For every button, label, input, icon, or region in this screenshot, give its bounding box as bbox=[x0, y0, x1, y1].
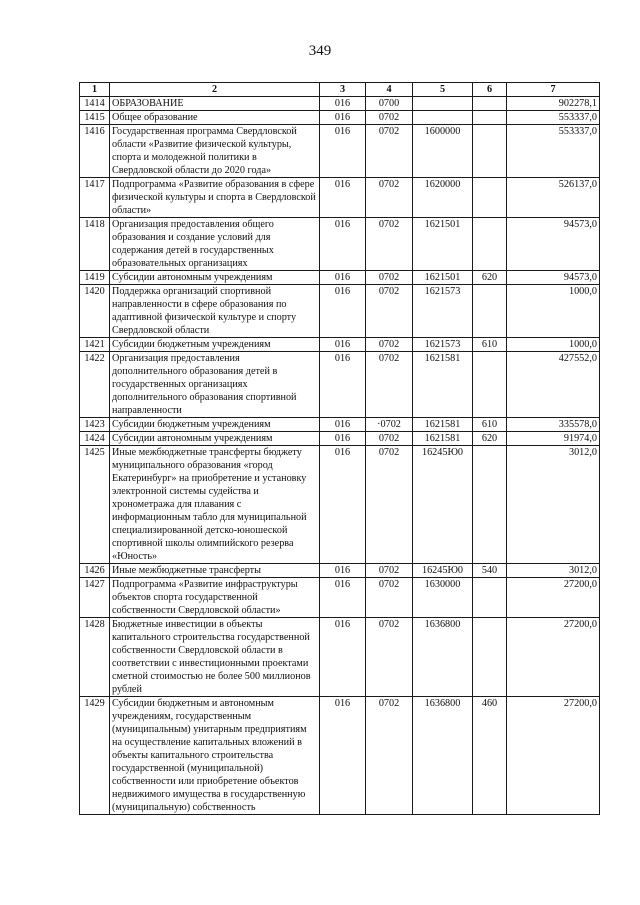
description-cell: ОБРАЗОВАНИЕ bbox=[110, 97, 320, 111]
section-code-cell: 0702 bbox=[366, 446, 413, 564]
ministry-code-cell: 016 bbox=[320, 432, 366, 446]
ministry-code-cell: 016 bbox=[320, 97, 366, 111]
description-cell: Организация предоставления общего образования и создание условий для содержания детей в государственных образовательных организациях bbox=[110, 218, 320, 271]
amount-cell: 1000,0 bbox=[507, 285, 600, 338]
target-code-cell bbox=[413, 111, 473, 125]
table-body bbox=[80, 97, 600, 815]
table-row bbox=[80, 338, 600, 352]
section-code-cell: 0702 bbox=[366, 564, 413, 578]
amount-cell: 94573,0 bbox=[507, 218, 600, 271]
amount-cell: 902278,1 bbox=[507, 97, 600, 111]
section-code-cell: 0702 bbox=[366, 271, 413, 285]
description-cell: Общее образование bbox=[110, 111, 320, 125]
target-code-cell bbox=[413, 97, 473, 111]
section-code-cell: 0702 bbox=[366, 432, 413, 446]
description-cell: Иные межбюджетные трансферты bbox=[110, 564, 320, 578]
page-number: 349 bbox=[308, 43, 332, 59]
row-number-cell: 1425 bbox=[80, 446, 110, 564]
section-code-cell: ·0702 bbox=[366, 418, 413, 432]
amount-cell: 553337,0 bbox=[507, 125, 600, 178]
amount-cell: 1000,0 bbox=[507, 338, 600, 352]
row-number-cell: 1418 bbox=[80, 218, 110, 271]
amount-cell: 3012,0 bbox=[507, 446, 600, 564]
column-header: 4 bbox=[366, 83, 413, 97]
expense-type-cell bbox=[473, 97, 507, 111]
ministry-code-cell: 016 bbox=[320, 564, 366, 578]
description-cell: Субсидии бюджетным учреждениям bbox=[110, 338, 320, 352]
amount-cell: 94573,0 bbox=[507, 271, 600, 285]
description-cell: Бюджетные инвестиции в объекты капитального строительства государственной собственности Свердловской области в соответствии с инвестиционными проектами сметной стоимостью не более 500 миллионов рублей bbox=[110, 618, 320, 697]
table-row bbox=[80, 178, 600, 218]
expense-type-cell: 610 bbox=[473, 418, 507, 432]
description-cell: Государственная программа Свердловской области «Развитие физической культуры, спорта и молодежной политики в Свердловской области до 2020 года» bbox=[110, 125, 320, 178]
target-code-cell: 1600000 bbox=[413, 125, 473, 178]
amount-cell: 526137,0 bbox=[507, 178, 600, 218]
target-code-cell: 1630000 bbox=[413, 578, 473, 618]
expense-type-cell: 610 bbox=[473, 338, 507, 352]
amount-cell: 335578,0 bbox=[507, 418, 600, 432]
section-code-cell: 0702 bbox=[366, 578, 413, 618]
row-number-cell: 1427 bbox=[80, 578, 110, 618]
amount-cell: 427552,0 bbox=[507, 352, 600, 418]
expense-type-cell bbox=[473, 578, 507, 618]
row-number-cell: 1420 bbox=[80, 285, 110, 338]
table-row bbox=[80, 125, 600, 178]
expense-type-cell bbox=[473, 218, 507, 271]
section-code-cell: 0702 bbox=[366, 285, 413, 338]
section-code-cell: 0700 bbox=[366, 97, 413, 111]
description-cell: Субсидии автономным учреждениям bbox=[110, 432, 320, 446]
ministry-code-cell: 016 bbox=[320, 418, 366, 432]
amount-cell: 553337,0 bbox=[507, 111, 600, 125]
expense-type-cell: 620 bbox=[473, 271, 507, 285]
target-code-cell: 16245Ю0 bbox=[413, 446, 473, 564]
expense-type-cell bbox=[473, 618, 507, 697]
target-code-cell: 1621573 bbox=[413, 338, 473, 352]
section-code-cell: 0702 bbox=[366, 352, 413, 418]
ministry-code-cell: 016 bbox=[320, 125, 366, 178]
table-row bbox=[80, 618, 600, 697]
table-row bbox=[80, 97, 600, 111]
row-number-cell: 1426 bbox=[80, 564, 110, 578]
table-row bbox=[80, 446, 600, 564]
expense-type-cell bbox=[473, 178, 507, 218]
column-header: 7 bbox=[507, 83, 600, 97]
target-code-cell: 1636800 bbox=[413, 618, 473, 697]
ministry-code-cell: 016 bbox=[320, 178, 366, 218]
table-row bbox=[80, 418, 600, 432]
row-number-cell: 1424 bbox=[80, 432, 110, 446]
ministry-code-cell: 016 bbox=[320, 578, 366, 618]
table-row bbox=[80, 271, 600, 285]
table-row bbox=[80, 218, 600, 271]
target-code-cell: 16245Ю0 bbox=[413, 564, 473, 578]
ministry-code-cell: 016 bbox=[320, 697, 366, 815]
target-code-cell: 1621573 bbox=[413, 285, 473, 338]
row-number-cell: 1414 bbox=[80, 97, 110, 111]
expense-type-cell: 460 bbox=[473, 697, 507, 815]
description-cell: Организация предоставления дополнительного образования детей в государственных организациях дополнительного образования спортивной направленности bbox=[110, 352, 320, 418]
ministry-code-cell: 016 bbox=[320, 618, 366, 697]
ministry-code-cell: 016 bbox=[320, 338, 366, 352]
amount-cell: 27200,0 bbox=[507, 578, 600, 618]
target-code-cell: 1621501 bbox=[413, 218, 473, 271]
section-code-cell: 0702 bbox=[366, 178, 413, 218]
row-number-cell: 1423 bbox=[80, 418, 110, 432]
amount-cell: 27200,0 bbox=[507, 618, 600, 697]
row-number-cell: 1417 bbox=[80, 178, 110, 218]
description-cell: Субсидии бюджетным учреждениям bbox=[110, 418, 320, 432]
expense-type-cell: 540 bbox=[473, 564, 507, 578]
description-cell: Субсидии автономным учреждениям bbox=[110, 271, 320, 285]
table-row bbox=[80, 352, 600, 418]
description-cell: Подпрограмма «Развитие образования в сфере физической культуры и спорта в Свердловской области» bbox=[110, 178, 320, 218]
column-header: 6 bbox=[473, 83, 507, 97]
expense-type-cell: 620 bbox=[473, 432, 507, 446]
column-header: 2 bbox=[110, 83, 320, 97]
ministry-code-cell: 016 bbox=[320, 111, 366, 125]
table-row bbox=[80, 285, 600, 338]
expense-type-cell bbox=[473, 285, 507, 338]
ministry-code-cell: 016 bbox=[320, 218, 366, 271]
table-row bbox=[80, 111, 600, 125]
description-cell: Субсидии бюджетным и автономным учреждениям, государственным (муниципальным) унитарным предприятиям на осуществление капитальных вложений в объекты капитального строительства государственной (муниципальной) собственности или приобретение объектов недвижимого имущества в государственную (муниципальную) собственность bbox=[110, 697, 320, 815]
row-number-cell: 1421 bbox=[80, 338, 110, 352]
table-row bbox=[80, 578, 600, 618]
expense-type-cell bbox=[473, 111, 507, 125]
target-code-cell: 1621581 bbox=[413, 432, 473, 446]
column-header: 3 bbox=[320, 83, 366, 97]
section-code-cell: 0702 bbox=[366, 338, 413, 352]
table-header-row bbox=[80, 83, 600, 97]
description-cell: Подпрограмма «Развитие инфраструктуры объектов спорта государственной собственности Свердловской области» bbox=[110, 578, 320, 618]
column-header: 1 bbox=[80, 83, 110, 97]
ministry-code-cell: 016 bbox=[320, 271, 366, 285]
target-code-cell: 1621501 bbox=[413, 271, 473, 285]
section-code-cell: 0702 bbox=[366, 111, 413, 125]
table-row bbox=[80, 432, 600, 446]
section-code-cell: 0702 bbox=[366, 125, 413, 178]
row-number-cell: 1428 bbox=[80, 618, 110, 697]
row-number-cell: 1419 bbox=[80, 271, 110, 285]
description-cell: Иные межбюджетные трансферты бюджету муниципального образования «город Екатеринбург» на приобретение и установку электронной системы судейства и хронометража для плавания с информационным табло для муниципальной специализированной детско-юношеской спортивной школы олимпийского резерва «Юность» bbox=[110, 446, 320, 564]
amount-cell: 27200,0 bbox=[507, 697, 600, 815]
section-code-cell: 0702 bbox=[366, 697, 413, 815]
target-code-cell: 1620000 bbox=[413, 178, 473, 218]
expense-type-cell bbox=[473, 446, 507, 564]
ministry-code-cell: 016 bbox=[320, 285, 366, 338]
budget-table bbox=[79, 82, 600, 815]
section-code-cell: 0702 bbox=[366, 218, 413, 271]
amount-cell: 91974,0 bbox=[507, 432, 600, 446]
row-number-cell: 1416 bbox=[80, 125, 110, 178]
row-number-cell: 1422 bbox=[80, 352, 110, 418]
row-number-cell: 1415 bbox=[80, 111, 110, 125]
ministry-code-cell: 016 bbox=[320, 446, 366, 564]
expense-type-cell bbox=[473, 125, 507, 178]
target-code-cell: 1636800 bbox=[413, 697, 473, 815]
row-number-cell: 1429 bbox=[80, 697, 110, 815]
ministry-code-cell: 016 bbox=[320, 352, 366, 418]
expense-type-cell bbox=[473, 352, 507, 418]
target-code-cell: 1621581 bbox=[413, 418, 473, 432]
target-code-cell: 1621581 bbox=[413, 352, 473, 418]
description-cell: Поддержка организаций спортивной направленности в сфере образования по адаптивной физической культуре и спорту Свердловской области bbox=[110, 285, 320, 338]
section-code-cell: 0702 bbox=[366, 618, 413, 697]
table-row bbox=[80, 564, 600, 578]
table-row bbox=[80, 697, 600, 815]
column-header: 5 bbox=[413, 83, 473, 97]
amount-cell: 3012,0 bbox=[507, 564, 600, 578]
